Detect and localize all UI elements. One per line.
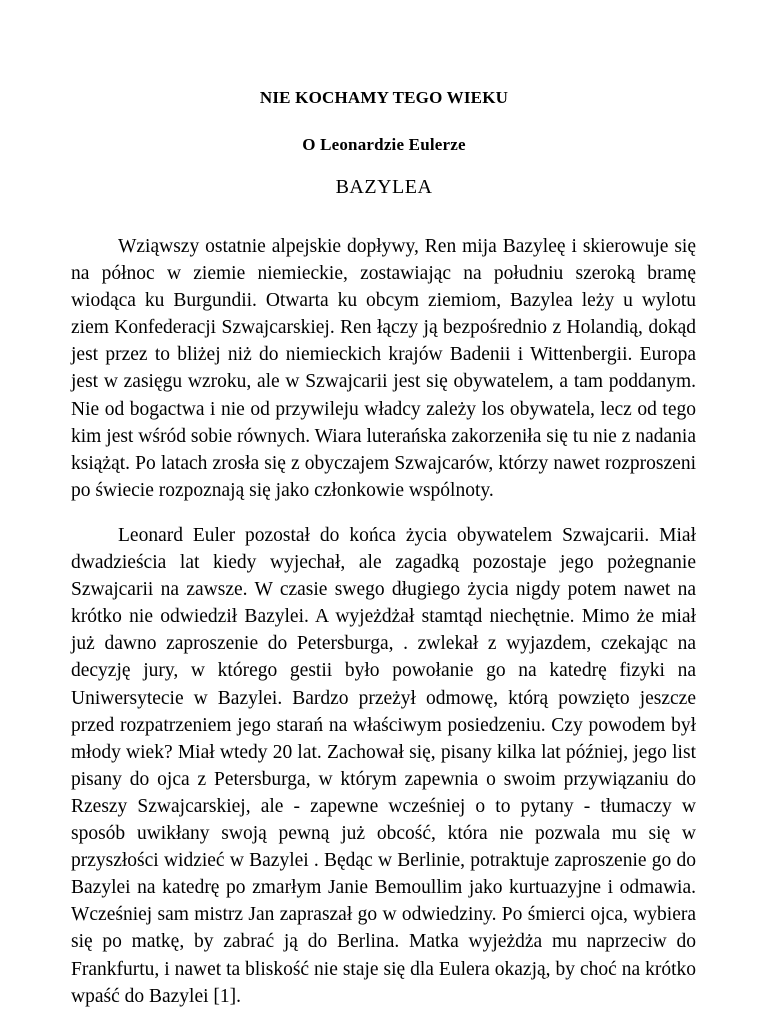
document-subtitle: O Leonardzie Eulerze (302, 135, 466, 154)
section-heading: BAZYLEA (335, 176, 433, 198)
paragraph: Leonard Euler pozostał do końca życia obywatelem Szwajcarii. Miał dwadzieścia lat kiedy wyjechał, ale zagadką pozostaje jego pożegnanie Szwajcarii na zawsze. W czasie swego długiego życia nigdy potem nawet na krótko nie odwiedził Bazylei. A wyjeżdżał stamtąd niechętnie. Mimo że miał już dawno zaproszenie do Petersburga, . zwlekał z wyjazdem, czekając na decyzję jury, w którego gestii było powołanie go na katedrę fizyki na Uniwersytecie w Bazylei. Bardzo przeżył odmowę, którą powzięto jeszcze przed rozpatrzeniem jego starań na właściwym posiedzeniu. Czy powodem był młody wiek? Miał wtedy 20 lat. Zachował się, pisany kilka lat później, jego list pisany do ojca z Petersburga, w którym zapewnia o swoim przywiązaniu do Rzeszy Szwajcarskiej, ale - zapewne wcześniej o to pytany - tłumaczy w sposób uwikłany swoją pewną już obcość, która nie pozwala mu się w przyszłości widzieć w Bazylei . Będąc w Berlinie, potraktuje zaproszenie go do Bazylei na katedrę po zmarłym Janie Bemoullim jako kurtuazyjne i odmawia. Wcześniej sam mistrz Jan zapraszał go w odwiedziny. Po śmierci ojca, wybiera się po matkę, by zabrać ją do Berlina. Matka wyjeżdża mu naprzeciw do Frankfurtu, i nawet ta bliskość nie staje się dla Eulera okazją, by choć na krótko wpaść do Bazylei [1]. (71, 525, 696, 1007)
paragraph: Wziąwszy ostatnie alpejskie dopływy, Ren mija Bazyleę i skierowuje się na północ w ziemie niemieckie, zostawiając na południu szeroką bramę wiodąca ku Burgundii. Otwarta ku obcym ziemiom, Bazylea leży u wylotu ziem Konfederacji Szwajcarskiej. Ren łączy ją bezpośrednio z Holandią, dokąd jest przez to bliżej niż do niemieckich krajów Badenii i Wittenbergii. Europa jest w zasięgu wzroku, ale w Szwajcarii jest się obywatelem, a tam poddanym. Nie od bogactwa i nie od przywileju władcy zależy los obywatela, lecz od tego kim jest wśród sobie równych. Wiara luterańska zakorzeniła się tu nie z nadania książąt. Po latach zrosła się z obyczajem Szwajcarów, którzy nawet rozproszeni po świecie rozpoznają się jako członkowie wspólnoty. (71, 236, 696, 501)
document-title: NIE KOCHAMY TEGO WIEKU (259, 88, 509, 107)
